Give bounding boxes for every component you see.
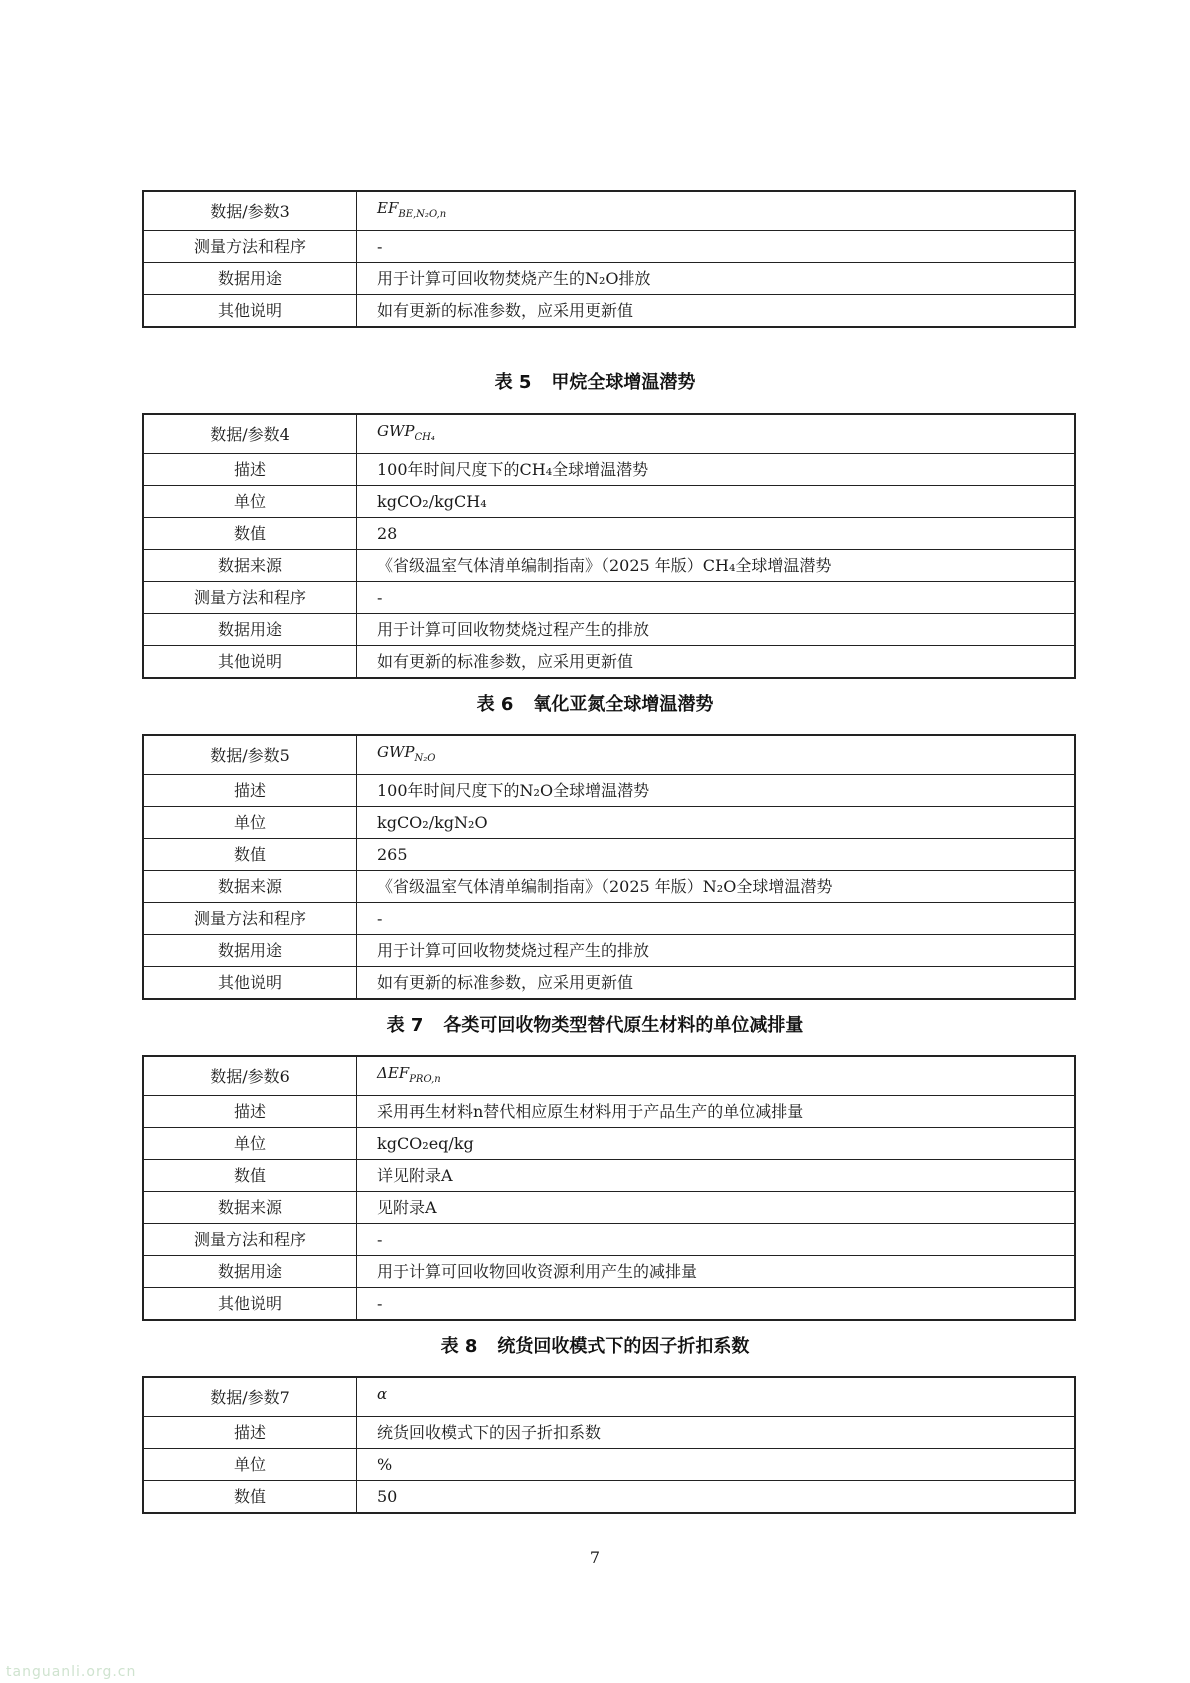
caption-number: 表 7	[386, 1015, 424, 1036]
table-row	[143, 550, 1075, 582]
row-label: 其他说明	[143, 967, 357, 1000]
table-row	[143, 263, 1075, 295]
parameter-symbol: $EF_{BE,N_2O,n}$	[357, 191, 1076, 231]
row-value: -	[357, 903, 1076, 935]
watermark: tanguanli.org.cn	[6, 1664, 137, 1680]
row-label: 数据来源	[143, 1192, 357, 1224]
row-value: 《省级温室气体清单编制指南》（2025 年版）N₂O全球增温潜势	[357, 871, 1076, 903]
row-label: 数据来源	[143, 550, 357, 582]
row-label: 描述	[143, 1096, 357, 1128]
caption-number: 表 5	[494, 372, 532, 393]
table-row	[143, 486, 1075, 518]
row-value: 如有更新的标准参数，应采用更新值	[357, 295, 1076, 328]
row-value: kgCO₂/kgN₂O	[357, 807, 1076, 839]
table-row	[143, 839, 1075, 871]
row-value: kgCO₂eq/kg	[357, 1128, 1076, 1160]
row-label: 测量方法和程序	[143, 903, 357, 935]
table-row	[143, 1160, 1075, 1192]
table-row	[143, 454, 1075, 486]
row-value: 用于计算可回收物回收资源利用产生的减排量	[357, 1256, 1076, 1288]
table-row	[143, 1096, 1075, 1128]
table-caption-8	[0, 1332, 1190, 1358]
row-label: 描述	[143, 454, 357, 486]
row-label: 测量方法和程序	[143, 582, 357, 614]
row-label: 数据用途	[143, 263, 357, 295]
parameter-table-3	[142, 190, 1076, 328]
row-value: 用于计算可回收物焚烧产生的N₂O排放	[357, 263, 1076, 295]
row-value: 100年时间尺度下的N₂O全球增温潜势	[357, 775, 1076, 807]
parameter-table-5	[142, 734, 1076, 1000]
row-label: 其他说明	[143, 295, 357, 328]
table-row	[143, 295, 1075, 328]
row-value: -	[357, 1288, 1076, 1321]
row-value: 采用再生材料n替代相应原生材料用于产品生产的单位减排量	[357, 1096, 1076, 1128]
row-label: 数据/参数6	[143, 1056, 357, 1096]
row-label: 数据来源	[143, 871, 357, 903]
caption-title: 统货回收模式下的因子折扣系数	[497, 1336, 750, 1357]
caption-title: 各类可回收物类型替代原生材料的单位减排量	[443, 1015, 804, 1036]
parameter-symbol: $GWP_{CH_4}$	[357, 414, 1076, 454]
caption-title: 甲烷全球增温潜势	[551, 372, 696, 393]
row-value: -	[357, 231, 1076, 263]
parameter-symbol: $\Delta EF_{PRO,n}$	[357, 1056, 1076, 1096]
row-label: 其他说明	[143, 1288, 357, 1321]
caption-number: 表 6	[476, 694, 514, 715]
caption-number: 表 8	[440, 1336, 478, 1357]
table-row	[143, 1224, 1075, 1256]
row-value: 见附录A	[357, 1192, 1076, 1224]
table-row	[143, 231, 1075, 263]
table-row	[143, 871, 1075, 903]
table-row	[143, 735, 1075, 775]
row-label: 数值	[143, 1160, 357, 1192]
parameter-table-4	[142, 413, 1076, 679]
page-number: 7	[589, 1548, 601, 1567]
row-value: 用于计算可回收物焚烧过程产生的排放	[357, 614, 1076, 646]
table-row	[143, 414, 1075, 454]
row-value: 265	[357, 839, 1076, 871]
row-label: 数值	[143, 839, 357, 871]
row-label: 数据用途	[143, 935, 357, 967]
table-row	[143, 646, 1075, 679]
row-label: 数据/参数3	[143, 191, 357, 231]
row-label: 其他说明	[143, 646, 357, 679]
table-row	[143, 775, 1075, 807]
row-label: 数据/参数4	[143, 414, 357, 454]
table-row	[143, 1128, 1075, 1160]
table-row	[143, 191, 1075, 231]
table-row	[143, 518, 1075, 550]
row-label: 数据/参数7	[143, 1377, 357, 1417]
row-label: 单位	[143, 1449, 357, 1481]
row-value: -	[357, 582, 1076, 614]
row-label: 描述	[143, 1417, 357, 1449]
parameter-symbol: α	[357, 1377, 1076, 1417]
table-row	[143, 1192, 1075, 1224]
table-caption-6	[0, 690, 1190, 716]
table-row	[143, 614, 1075, 646]
row-label: 数值	[143, 518, 357, 550]
parameter-table-7	[142, 1376, 1076, 1514]
row-value: 如有更新的标准参数，应采用更新值	[357, 646, 1076, 679]
row-value: %	[357, 1449, 1076, 1481]
table-caption-7	[0, 1011, 1190, 1037]
row-label: 单位	[143, 807, 357, 839]
row-label: 描述	[143, 775, 357, 807]
row-value: 详见附录A	[357, 1160, 1076, 1192]
row-value: 50	[357, 1481, 1076, 1514]
table-row	[143, 1481, 1075, 1514]
row-label: 数值	[143, 1481, 357, 1514]
row-value: 如有更新的标准参数，应采用更新值	[357, 967, 1076, 1000]
table-row	[143, 1417, 1075, 1449]
row-label: 测量方法和程序	[143, 1224, 357, 1256]
row-value: 统货回收模式下的因子折扣系数	[357, 1417, 1076, 1449]
row-value: -	[357, 1224, 1076, 1256]
table-row	[143, 967, 1075, 1000]
row-label: 测量方法和程序	[143, 231, 357, 263]
row-label: 数据用途	[143, 614, 357, 646]
table-row	[143, 807, 1075, 839]
row-value: 《省级温室气体清单编制指南》（2025 年版）CH₄全球增温潜势	[357, 550, 1076, 582]
row-label: 单位	[143, 1128, 357, 1160]
row-label: 单位	[143, 486, 357, 518]
table-row	[143, 582, 1075, 614]
table-row	[143, 1056, 1075, 1096]
table-row	[143, 1256, 1075, 1288]
table-row	[143, 935, 1075, 967]
table-row	[143, 1449, 1075, 1481]
row-label: 数据用途	[143, 1256, 357, 1288]
table-caption-5	[0, 368, 1190, 394]
row-value: 28	[357, 518, 1076, 550]
parameter-symbol: $GWP_{N_2O}$	[357, 735, 1076, 775]
table-row	[143, 903, 1075, 935]
parameter-table-6	[142, 1055, 1076, 1321]
row-value: kgCO₂/kgCH₄	[357, 486, 1076, 518]
row-label: 数据/参数5	[143, 735, 357, 775]
table-row	[143, 1288, 1075, 1321]
row-value: 用于计算可回收物焚烧过程产生的排放	[357, 935, 1076, 967]
caption-title: 氧化亚氮全球增温潜势	[533, 694, 714, 715]
row-value: 100年时间尺度下的CH₄全球增温潜势	[357, 454, 1076, 486]
table-row	[143, 1377, 1075, 1417]
